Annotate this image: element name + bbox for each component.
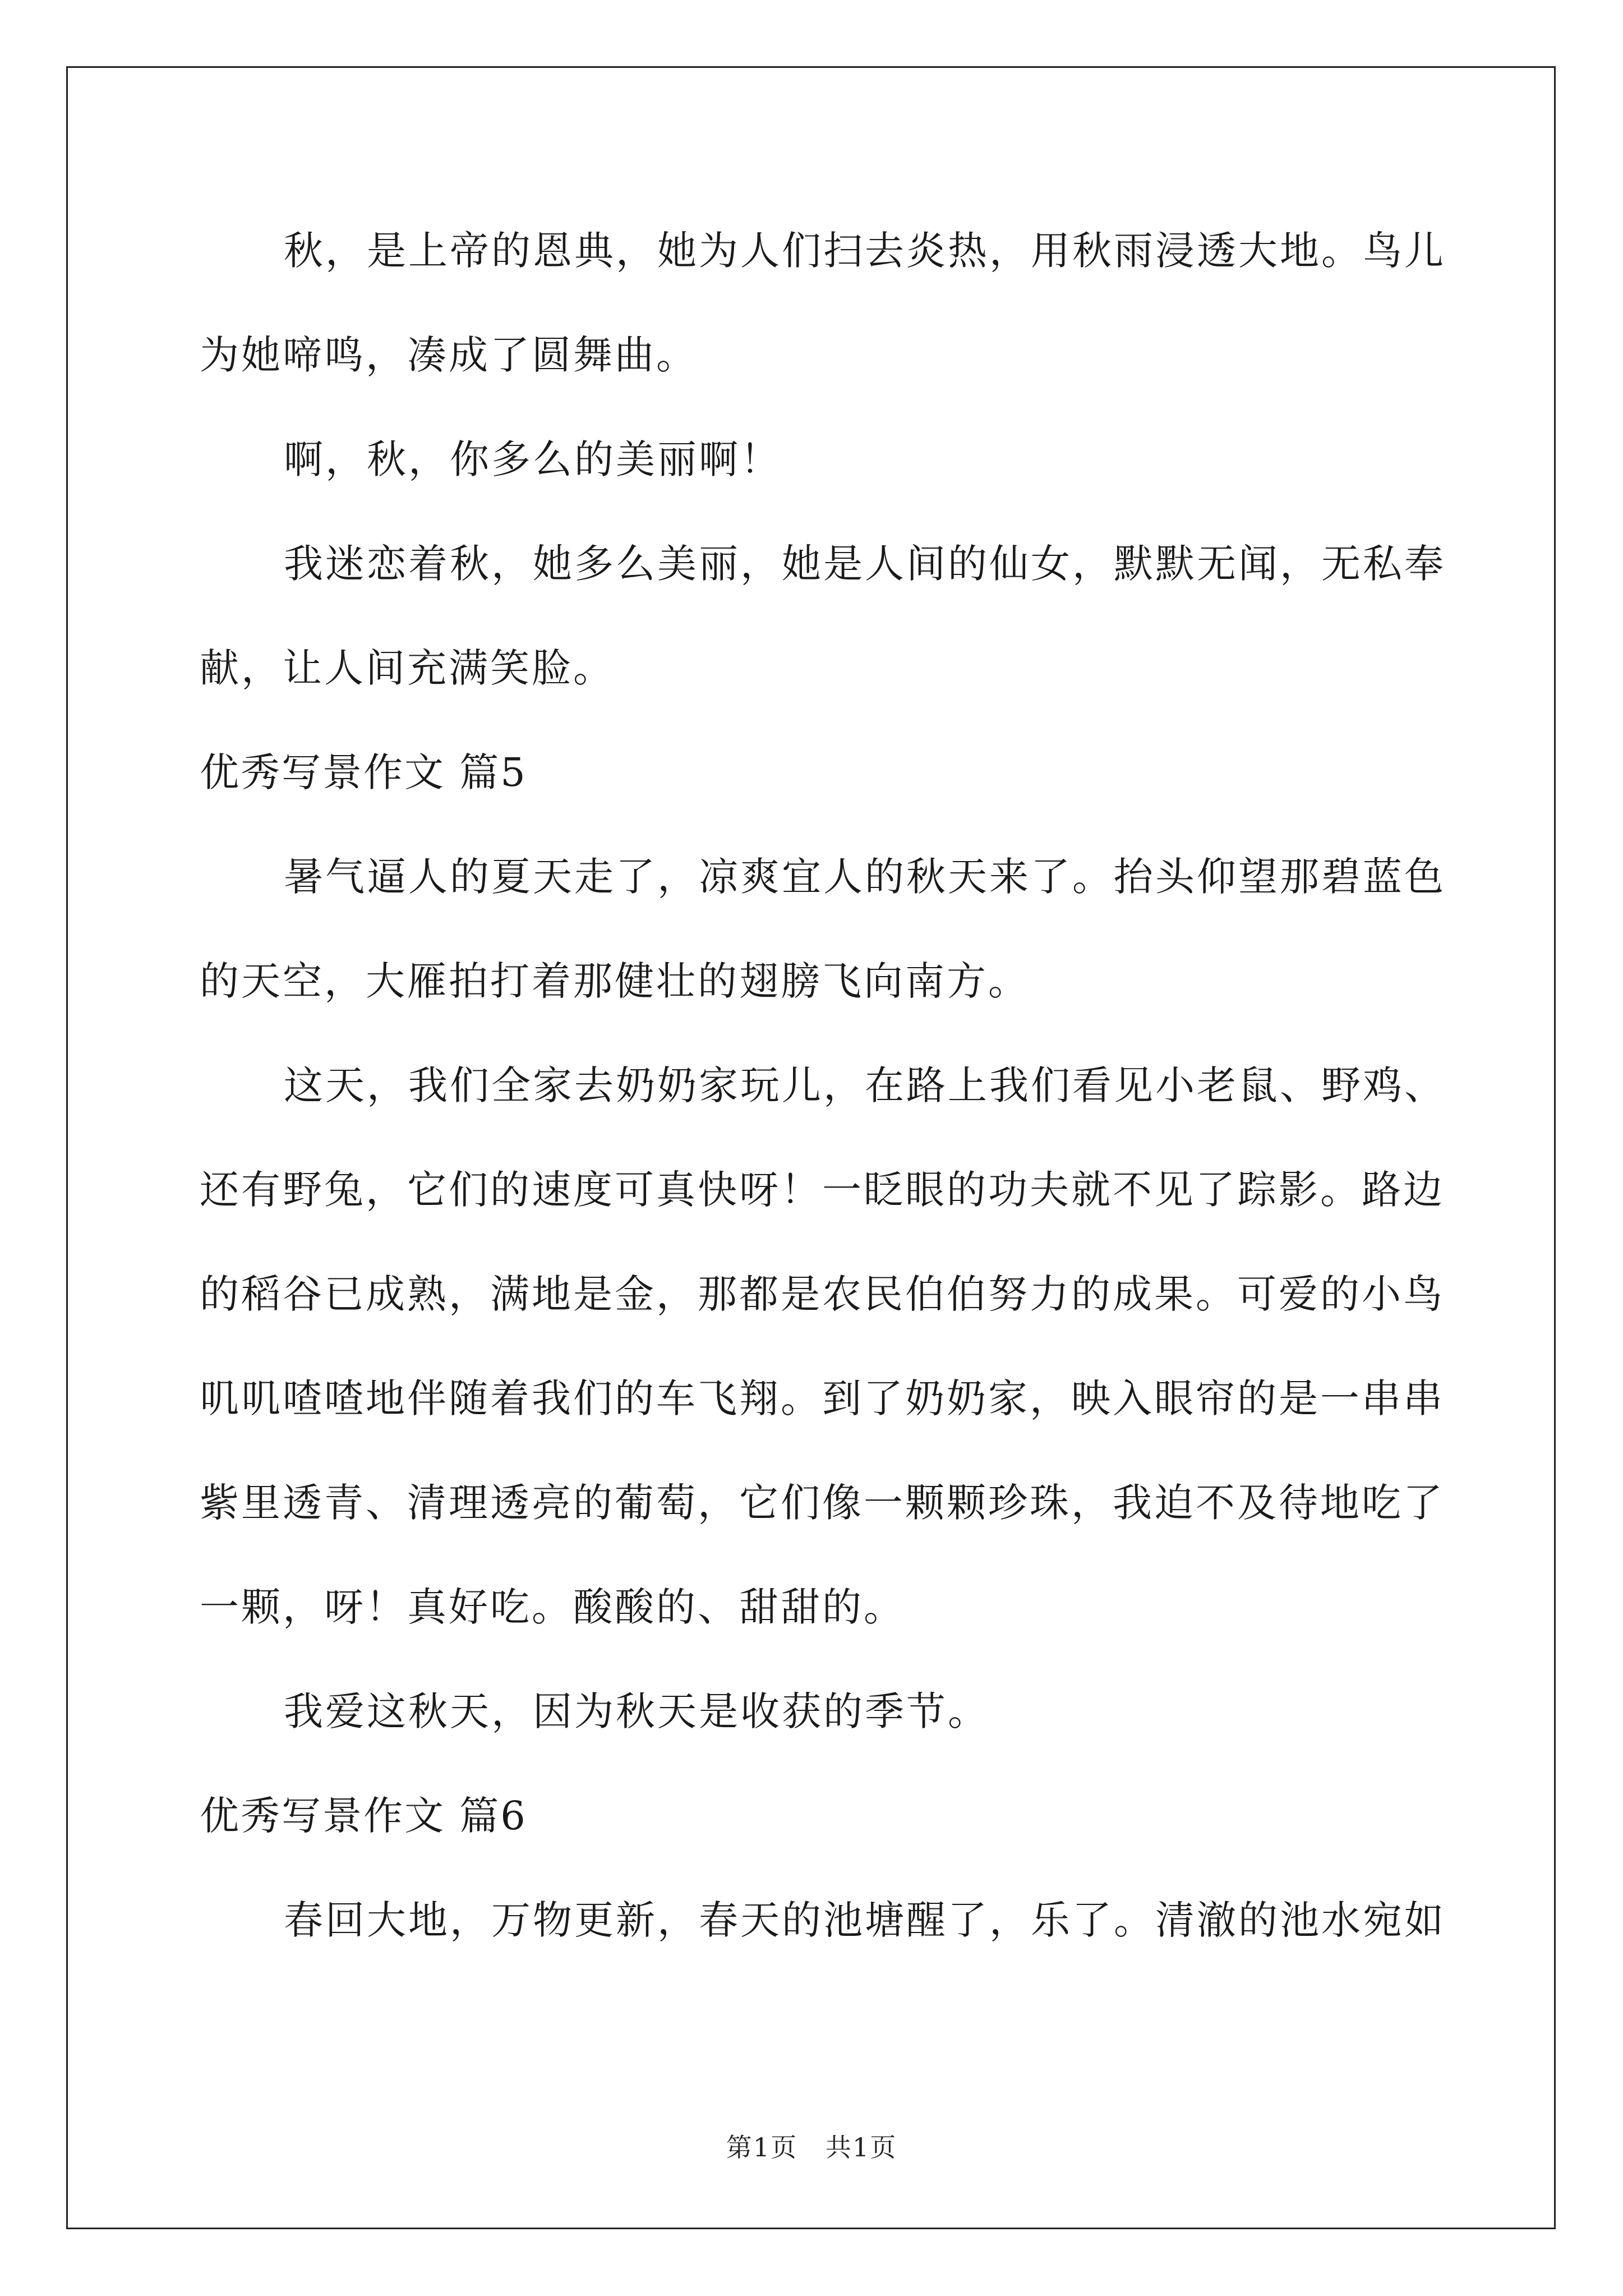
page-footer — [0, 2127, 1623, 2164]
text-line: 还有野兔，它们的速度可真快呀！一眨眼的功夫就不见了踪影。路边 — [200, 1167, 1445, 1213]
document-body — [200, 213, 1446, 1987]
text-line: 的天空，大雁拍打着那健壮的翅膀飞向南方。 — [200, 958, 1030, 1004]
page-number: 第1页 共1页 — [726, 2132, 897, 2162]
text-line: 一颗，呀！真好吃。酸酸的、甜甜的。 — [200, 1584, 905, 1630]
text-line: 啊，秋，你多么的美丽啊！ — [284, 436, 782, 482]
section-heading: 优秀写景作文 篇6 — [200, 1793, 527, 1839]
text-line: 春回大地，万物更新，春天的池塘醒了，乐了。清澈的池水宛如 — [284, 1897, 1446, 1943]
text-line: 献，让人间充满笑脸。 — [200, 645, 615, 691]
text-line: 暑气逼人的夏天走了，凉爽宜人的秋天来了。抬头仰望那碧蓝色 — [284, 854, 1446, 900]
section-heading: 优秀写景作文 篇5 — [200, 749, 527, 795]
text-line: 秋，是上帝的恩典，她为人们扫去炎热，用秋雨浸透大地。鸟儿 — [284, 228, 1446, 274]
text-line: 我迷恋着秋，她多么美丽，她是人间的仙女，默默无闻，无私奉 — [284, 541, 1446, 587]
text-line: 叽叽喳喳地伴随着我们的车飞翔。到了奶奶家，映入眼帘的是一串串 — [200, 1375, 1445, 1421]
text-line: 我爱这秋天，因为秋天是收获的季节。 — [284, 1688, 989, 1734]
text-line: 紫里透青、清理透亮的葡萄，它们像一颗颗珍珠，我迫不及待地吃了 — [200, 1480, 1445, 1526]
text-line: 这天，我们全家去奶奶家玩儿，在路上我们看见小老鼠、野鸡、 — [284, 1062, 1446, 1108]
text-line: 为她啼鸣，凑成了圆舞曲。 — [200, 332, 698, 378]
text-line: 的稻谷已成熟，满地是金，那都是农民伯伯努力的成果。可爱的小鸟 — [200, 1271, 1445, 1317]
